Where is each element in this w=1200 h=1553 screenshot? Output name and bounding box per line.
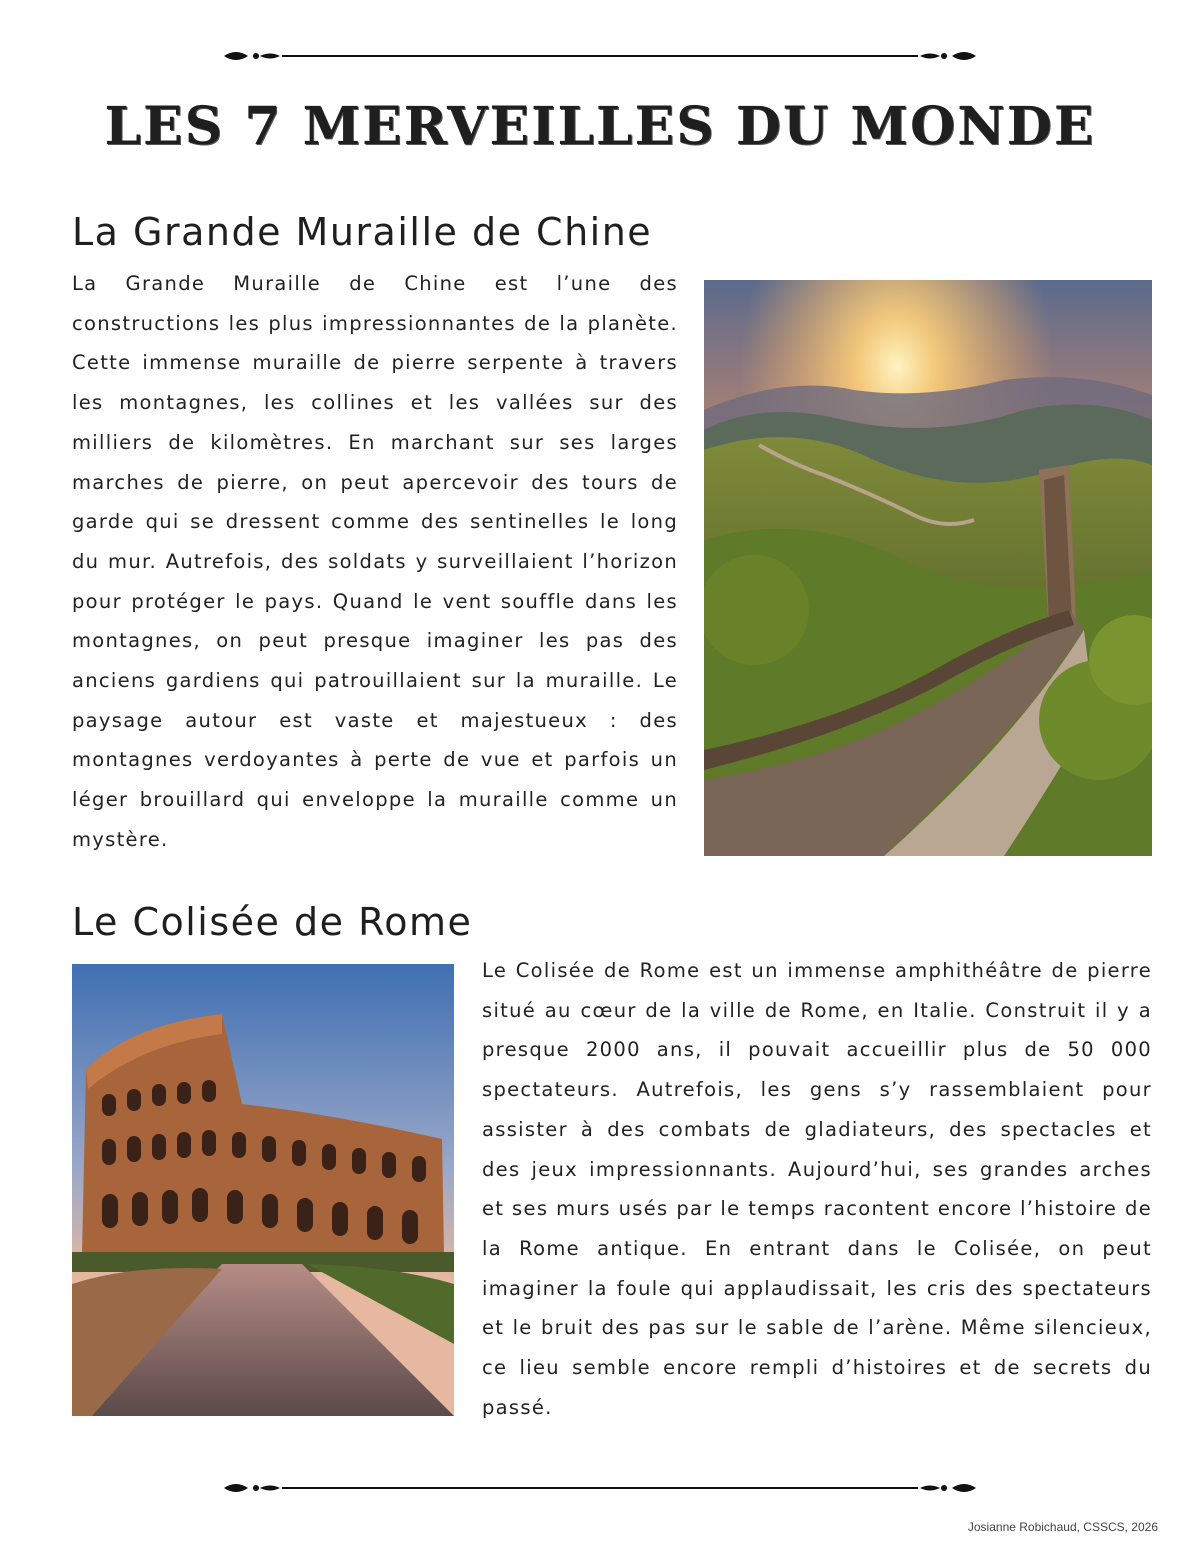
section-heading-great-wall: La Grande Muraille de Chine: [72, 210, 653, 254]
great-wall-photo: [704, 280, 1152, 856]
bottom-ornament-divider: [222, 1476, 978, 1500]
author-credit: Josianne Robichaud, CSSCS, 2026: [967, 1520, 1158, 1534]
section-text-great-wall: La Grande Muraille de Chine est l’une des constructions les plus impressionnantes de la planète. Cette immense muraille de pierre serpente à travers les montagnes, les collines et les vallées sur des milliers de kilomètres. En marchant sur ses larges marches de pierre, on peut apercevoir des tours de garde qui se dressent comme des sentinelles le long du mur. Autrefois, des soldats y surveillaient l’horizon pour protéger le pays. Quand le vent souffle dans les montagnes, on peut presque imaginer les pas des anciens gardiens qui patrouillaient sur la muraille. Le paysage autour est vaste et majestueux : des montagnes verdoyantes à perte de vue et parfois un léger brouillard qui enveloppe la muraille comme un mystère.: [72, 272, 678, 851]
top-ornament-divider: [222, 44, 978, 68]
page-title: LES 7 MERVEILLES DU MONDE: [104, 96, 1096, 157]
section-text-coliseum: Le Colisée de Rome est un immense amphithéâtre de pierre situé au cœur de la ville de Rome, en Italie. Construit il y a presque 2000 ans, il pouvait accueillir plus de 50 000 spectateurs. Autrefois, les gens s’y rassemblaient pour assister à des combats de gladiateurs, des spectacles et des jeux impressionnants. Aujourd’hui, ses grandes arches et ses murs usés par le temps racontent encore l’histoire de la Rome antique. En entrant dans le Colisée, on peut imaginer la foule qui applaudissait, les cris des spectateurs et le bruit des pas sur le sable de l’arène. Même silencieux, ce lieu semble encore rempli d’histoires et de secrets du passé.: [482, 959, 1152, 1419]
section-heading-coliseum: Le Colisée de Rome: [72, 900, 473, 944]
coliseum-photo: [72, 964, 454, 1416]
